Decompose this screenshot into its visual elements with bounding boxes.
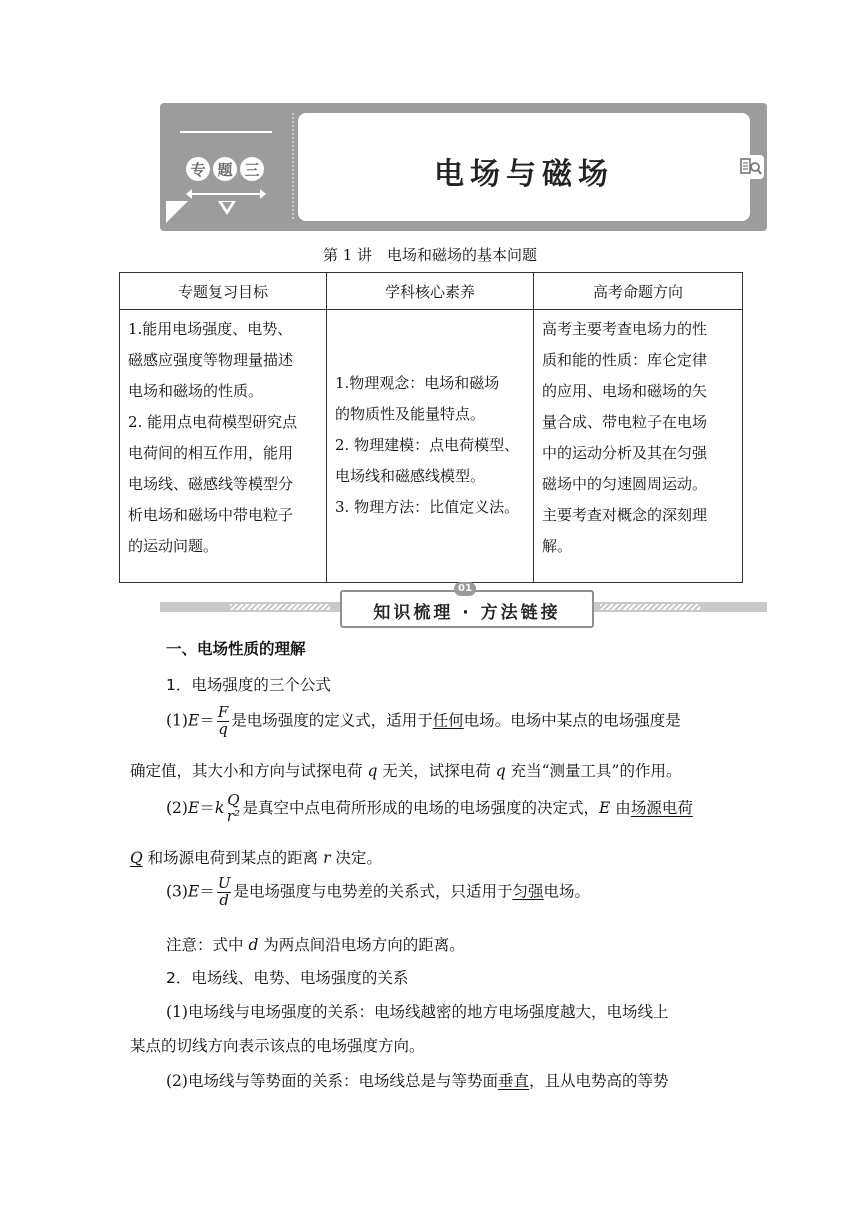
heading-three-formulas: 1．电场强度的三个公式: [166, 676, 331, 694]
book-search-icon[interactable]: [737, 154, 765, 180]
cell-line: 中的运动分析及其在匀强: [542, 444, 708, 462]
cell-line: 的运动问题。: [128, 537, 219, 555]
emblem-top-bar: [180, 131, 272, 133]
cell-line: 高考主要考查电场力的性: [542, 320, 708, 338]
fraction-F-over-q: $\frac{F}{q}$: [217, 703, 229, 738]
note-line: 注意：式中 d 为两点间沿电场方向的距离。: [166, 936, 465, 954]
exam-direction-cell: [534, 310, 743, 583]
banner-title-box: [298, 113, 750, 221]
cell-line: 3. 物理方法：比值定义法。: [335, 497, 520, 516]
underlined-answer: 场源电荷: [630, 798, 693, 817]
cell-line: 磁场中的匀速圆周运动。: [542, 475, 708, 493]
cell-line: 的物质性及能量特点。: [335, 404, 486, 423]
underlined-answer: 垂直: [497, 1072, 529, 1090]
paragraph-1-line-2: 某点的切线方向表示该点的电场强度方向。: [130, 1037, 425, 1055]
paragraph-2-line-1: (2)电场线与等势面的关系：电场线总是与等势面垂直，且从电势高的等势: [166, 1072, 669, 1090]
cell-line: 1.物理观念：电场和磁场: [335, 373, 500, 392]
cell-line: 电荷间的相互作用，能用: [128, 444, 294, 462]
table-row: [120, 310, 743, 583]
formula-2-line: (2)E＝k Q r² 是真空中点电荷所形成的电场的电场强度的决定式，E 由场源电荷: [166, 791, 693, 825]
fraction-Q-over-r2: Q r²: [226, 791, 240, 825]
formula-1-line-2: 确定值，其大小和方向与试探电荷 q 无关，试探电荷 q 充当“测量工具”的作用。: [130, 762, 682, 780]
cell-line: 2. 能用点电荷模型研究点: [128, 413, 298, 431]
cell-line: 析电场和磁场中带电粒子: [128, 506, 294, 524]
heading-field-properties: 一、电场性质的理解: [166, 640, 306, 658]
topic-badges: [186, 157, 264, 181]
underlined-answer: Q: [130, 849, 143, 867]
underlined-answer: 任何: [432, 711, 464, 730]
paragraph-1-line-1: (1)电场线与电场强度的关系：电场线越密的地方电场强度越大，电场线上: [166, 1003, 669, 1021]
double-arrow-icon: [190, 193, 262, 195]
section-heading: 知识梳理 · 方法链接: [373, 603, 561, 623]
cell-line: 电场和磁场的性质。: [128, 382, 264, 400]
cell-line: 解。: [542, 537, 573, 555]
heading-field-line-relations: 2．电场线、电势、电场强度的关系: [166, 969, 409, 987]
cell-line: 2. 物理建模：点电荷模型、: [335, 435, 520, 454]
formula-1-line: (1)E＝ $\frac{F}{q}$ 是电场强度的定义式，适用于任何电场。电场中某点的电场强度是: [166, 703, 681, 738]
cell-line: 电场线和磁感线模型。: [335, 466, 486, 485]
banner-divider: [292, 113, 294, 219]
lecture-title: 第 1 讲 电场和磁场的基本问题: [322, 246, 538, 264]
section-number-badge: 01: [454, 582, 476, 596]
table-header-row: [120, 273, 743, 310]
cell-line: 电场线、磁感线等模型分: [128, 475, 294, 493]
topic-badge: 题: [213, 157, 237, 181]
objectives-table: [119, 272, 743, 583]
cell-line: 的应用、电场和磁场的矢: [542, 382, 708, 400]
cell-line: 主要考查对概念的深刻理: [542, 506, 708, 524]
fraction-U-over-d: $\frac{U}{d}$: [217, 874, 231, 909]
table-header: 专题复习目标: [120, 273, 327, 310]
cell-line: 磁感应强度等物理量描述: [128, 351, 294, 369]
chapter-title: 电场与磁场: [434, 157, 614, 192]
review-goals-cell: [120, 310, 327, 583]
cell-line: 质和能的性质：库仑定律: [542, 351, 708, 369]
table-header: 学科核心素养: [327, 273, 534, 310]
table-header: 高考命题方向: [534, 273, 743, 310]
page-fold-corner: [166, 201, 188, 223]
core-literacy-cell: [327, 310, 534, 583]
formula-2-line-2: Q 和场源电荷到某点的距离 r 决定。: [130, 849, 382, 867]
topic-badge: 专: [186, 157, 210, 181]
cell-line: 1.能用电场强度、电势、: [128, 320, 293, 338]
formula-3-line: (3)E＝ $\frac{U}{d}$ 是电场强度与电势差的关系式，只适用于匀强电场。: [166, 874, 591, 909]
underlined-answer: 匀强: [512, 882, 544, 901]
topic-badge: 三: [240, 157, 264, 181]
chapter-banner: [160, 103, 767, 231]
cell-line: 量合成、带电粒子在电场: [542, 413, 708, 431]
